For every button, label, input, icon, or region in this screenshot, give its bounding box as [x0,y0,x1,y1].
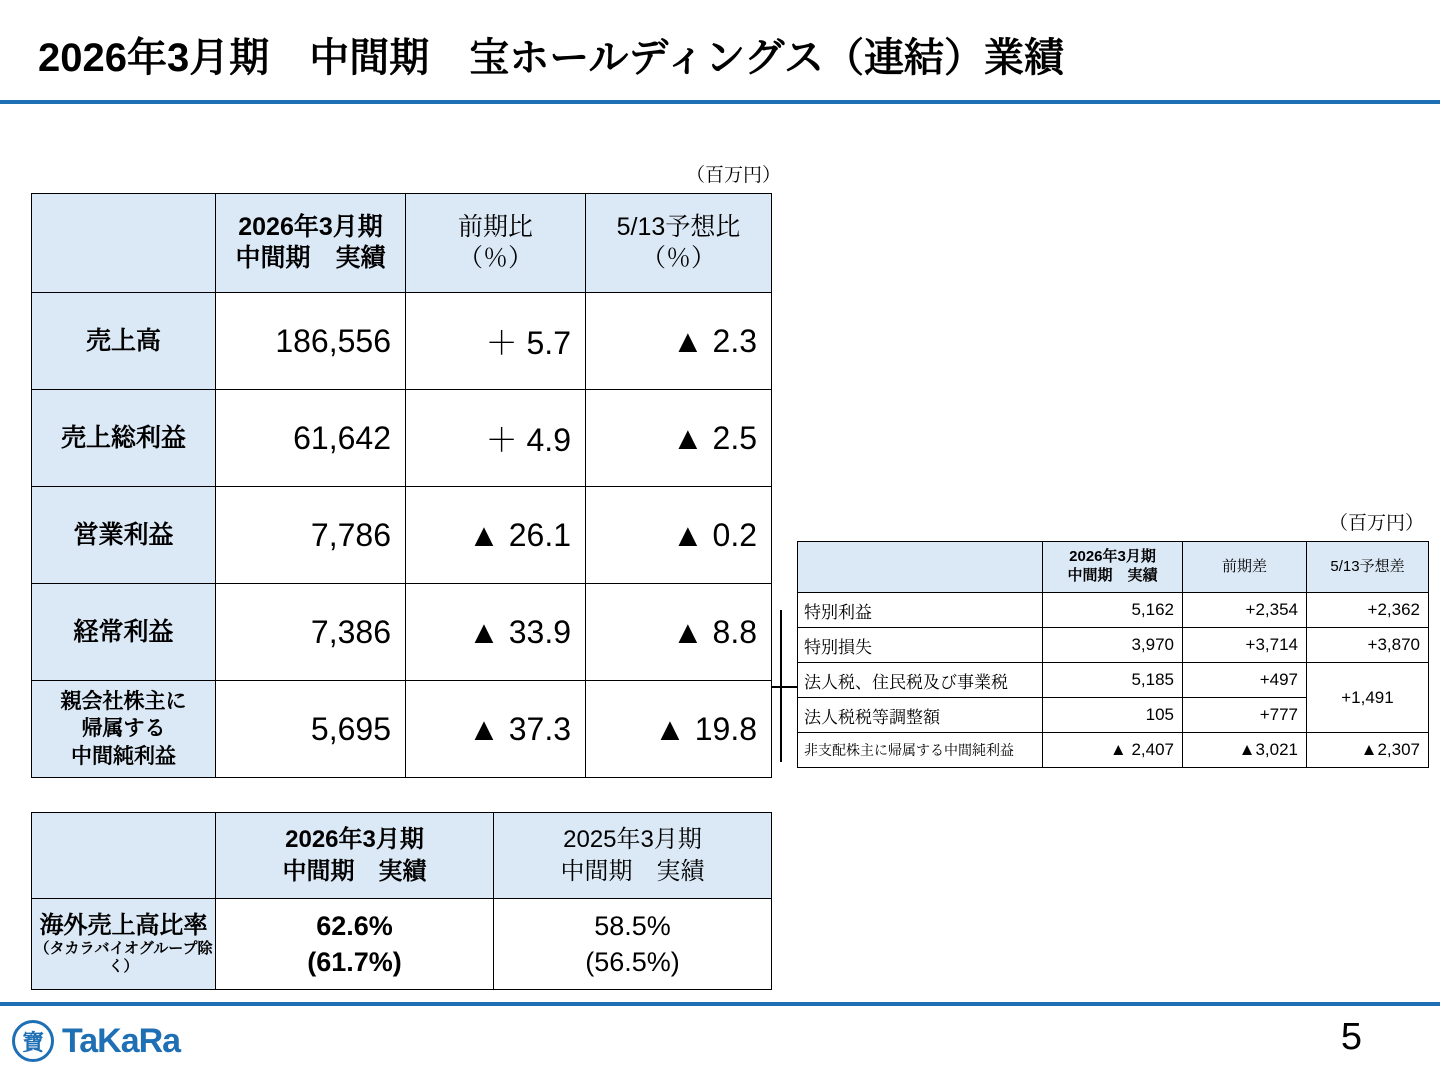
table-row [798,593,1429,628]
ratio-header-blank [32,813,216,899]
cell-gross-profit-vs-forecast: ▲ 2.5 [586,390,772,487]
sub-row-label-income-taxes: 法人税、住民税及び事業税 [798,663,1043,698]
ratio-header-current: 2026年3月期 中間期 実績 [216,813,494,899]
title-divider [0,100,1440,104]
sub-cell-noncontrolling-vs-forecast: ▲2,307 [1307,733,1429,768]
main-header-blank [32,194,216,293]
table-row [32,584,772,681]
main-header-yoy: 前期比 （％） [406,194,586,293]
main-header-actual: 2026年3月期 中間期 実績 [216,194,406,293]
cell-sales-actual: 186,556 [216,293,406,390]
sub-cell-extraordinary-loss-actual: 3,970 [1043,628,1183,663]
cell-ordinary-income-actual: 7,386 [216,584,406,681]
sub-cell-noncontrolling-actual: ▲ 2,407 [1043,733,1183,768]
row-label-net-income: 親会社株主に 帰属する 中間純利益 [32,681,216,778]
footer-divider [0,1002,1440,1006]
page-title: 2026年3月期 中間期 宝ホールディングス（連結）業績 [38,36,1065,80]
sub-row-label-noncontrolling-interests: 非支配株主に帰属する中間純利益 [798,733,1043,768]
sub-row-label-deferred-taxes: 法人税税等調整額 [798,698,1043,733]
sub-cell-extraordinary-income-vs-forecast: +2,362 [1307,593,1429,628]
cell-net-income-actual: 5,695 [216,681,406,778]
table-row [798,628,1429,663]
unit-caption-sub: （百万円） [1329,513,1425,534]
ratio-row-label: 海外売上高比率 （タカラバイオグループ除く） [32,899,216,990]
unit-caption-main: （百万円） [686,165,782,186]
row-label-operating-income: 営業利益 [32,487,216,584]
cell-ordinary-income-yoy: ▲ 33.9 [406,584,586,681]
sub-cell-income-taxes-yoy: +497 [1183,663,1307,698]
table-row [798,663,1429,698]
company-logo [12,1020,180,1062]
row-label-ordinary-income: 経常利益 [32,584,216,681]
ratio-cell-current: 62.6% (61.7%) [216,899,494,990]
sub-cell-deferred-taxes-actual: 105 [1043,698,1183,733]
table-row [32,487,772,584]
cell-ordinary-income-vs-forecast: ▲ 8.8 [586,584,772,681]
cell-gross-profit-actual: 61,642 [216,390,406,487]
sub-row-label-extraordinary-income: 特別利益 [798,593,1043,628]
cell-operating-income-vs-forecast: ▲ 0.2 [586,487,772,584]
cell-operating-income-actual: 7,786 [216,487,406,584]
connector-horizontal [771,686,797,688]
table-row [798,733,1429,768]
sub-cell-extraordinary-income-actual: 5,162 [1043,593,1183,628]
sub-header-blank [798,542,1043,593]
table-row [32,390,772,487]
main-header-vs-forecast: 5/13予想比 （％） [586,194,772,293]
table-row [32,681,772,778]
table-row [32,899,772,990]
sub-cell-income-taxes-vs-forecast-merged: +1,491 [1307,663,1429,733]
sub-header-actual: 2026年3月期 中間期 実績 [1043,542,1183,593]
cell-sales-yoy: ＋ 5.7 [406,293,586,390]
main-results-table [31,193,772,778]
sub-cell-deferred-taxes-yoy: +777 [1183,698,1307,733]
sub-cell-extraordinary-income-yoy: +2,354 [1183,593,1307,628]
page-number: 5 [1340,1016,1362,1058]
table-header-row [32,194,772,293]
sub-cell-income-taxes-actual: 5,185 [1043,663,1183,698]
sub-cell-extraordinary-loss-vs-forecast: +3,870 [1307,628,1429,663]
cell-gross-profit-yoy: ＋ 4.9 [406,390,586,487]
sub-header-vs-forecast: 5/13予想差 [1307,542,1429,593]
cell-net-income-yoy: ▲ 37.3 [406,681,586,778]
sub-cell-noncontrolling-yoy: ▲3,021 [1183,733,1307,768]
sub-row-label-extraordinary-loss: 特別損失 [798,628,1043,663]
row-label-sales: 売上高 [32,293,216,390]
sub-header-yoy: 前期差 [1183,542,1307,593]
takara-mark-icon: 寶 [12,1020,54,1062]
logo-wordmark: TaKaRa [62,1021,181,1060]
table-header-row [32,813,772,899]
sub-cell-extraordinary-loss-yoy: +3,714 [1183,628,1307,663]
row-label-gross-profit: 売上総利益 [32,390,216,487]
table-row [32,293,772,390]
overseas-sales-ratio-table [31,812,772,990]
cell-sales-vs-forecast: ▲ 2.3 [586,293,772,390]
cell-operating-income-yoy: ▲ 26.1 [406,487,586,584]
cell-net-income-vs-forecast: ▲ 19.8 [586,681,772,778]
ratio-header-previous: 2025年3月期 中間期 実績 [494,813,772,899]
ratio-cell-previous: 58.5% (56.5%) [494,899,772,990]
table-header-row [798,542,1429,593]
detail-items-table [797,541,1429,768]
